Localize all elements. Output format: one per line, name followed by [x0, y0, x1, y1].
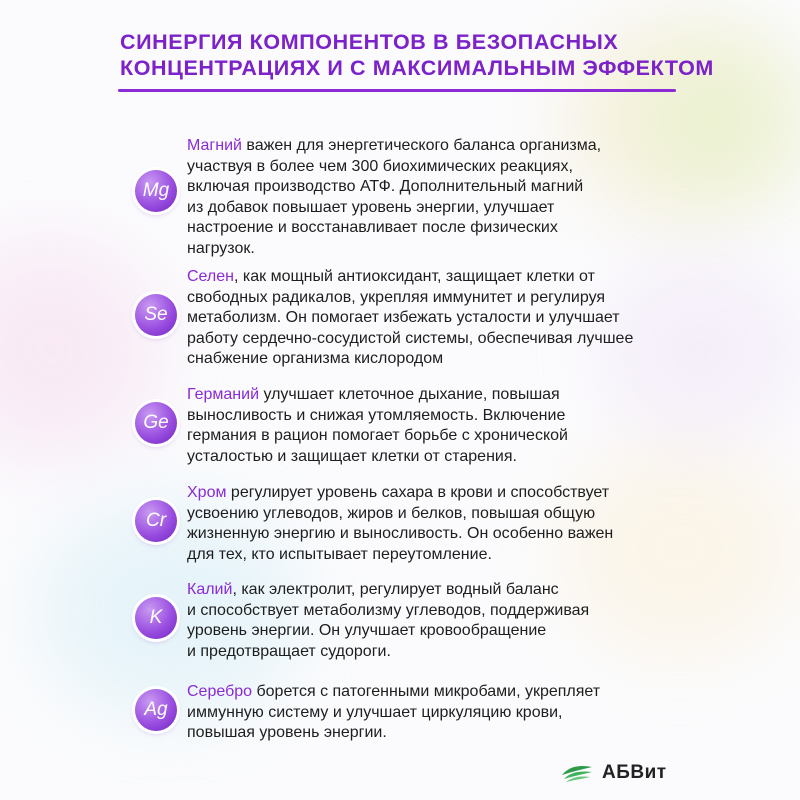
element-text: , как электролит, регулирует водный баланс и способствует метаболизму углеводов, поддерживая уровень энергии. Он улучшает кровообращение и предотвращает судороги.: [187, 581, 590, 660]
element-name: Калий: [187, 581, 233, 598]
element-name: Хром: [187, 484, 227, 501]
leaf-logo-icon: [560, 763, 594, 783]
element-description: [187, 385, 707, 467]
title-underline: [118, 89, 676, 92]
element-text: регулирует уровень сахара в крови и способствует усвоению углеводов, жиров и белков, повышая общую жизненную энергию и выносливость. Он особенно важен для тех, кто испытывает переутомление.: [187, 484, 614, 563]
element-text: важен для энергетического баланса организма, участвуя в более чем 300 биохимических реакциях, включая производство АТФ. Дополнительный магний из добавок повышает уровень энергии, улучшает настроение и восстанавливает после физических нагрузок.: [187, 137, 602, 257]
element-text: борется с патогенными микробами, укрепляет иммунную систему и улучшает циркуляцию крови, повышая уровень энергии.: [187, 683, 601, 741]
brand-name: АБВит: [602, 762, 667, 783]
element-name: Серебро: [187, 683, 253, 700]
element-description: [187, 136, 707, 259]
element-badge-cr: Cr: [135, 500, 177, 542]
element-badge-ge: Ge: [135, 402, 177, 444]
element-description: [187, 580, 707, 662]
element-badge-ag: Ag: [135, 689, 177, 731]
element-name: Магний: [187, 137, 242, 154]
element-badge-se: Se: [135, 294, 177, 336]
element-name: Германий: [187, 386, 259, 403]
element-badge-k: K: [135, 597, 177, 639]
element-description: [187, 682, 707, 744]
element-description: [187, 483, 707, 565]
element-badge-mg: Mg: [135, 170, 177, 212]
brand-logo: [560, 762, 667, 784]
element-text: улучшает клеточное дыхание, повышая выносливость и снижая утомляемость. Включение германия в рацион помогает борьбе с хронической усталостью и защищает клетки от старения.: [187, 386, 568, 465]
element-text: , как мощный антиоксидант, защищает клетки от свободных радикалов, укрепляя иммунитет и регулируя метаболизм. Он помогает избежать усталости и улучшает работу сердечно-сосудистой системы, обеспечивая лучшее снабжение организма кислородом: [187, 268, 634, 367]
element-description: [187, 267, 707, 370]
element-name: Селен: [187, 268, 234, 285]
page-title: СИНЕРГИЯ КОМПОНЕНТОВ В БЕЗОПАСНЫХ КОНЦЕНТРАЦИЯХ И С МАКСИМАЛЬНЫМ ЭФФЕКТОМ: [120, 30, 714, 80]
